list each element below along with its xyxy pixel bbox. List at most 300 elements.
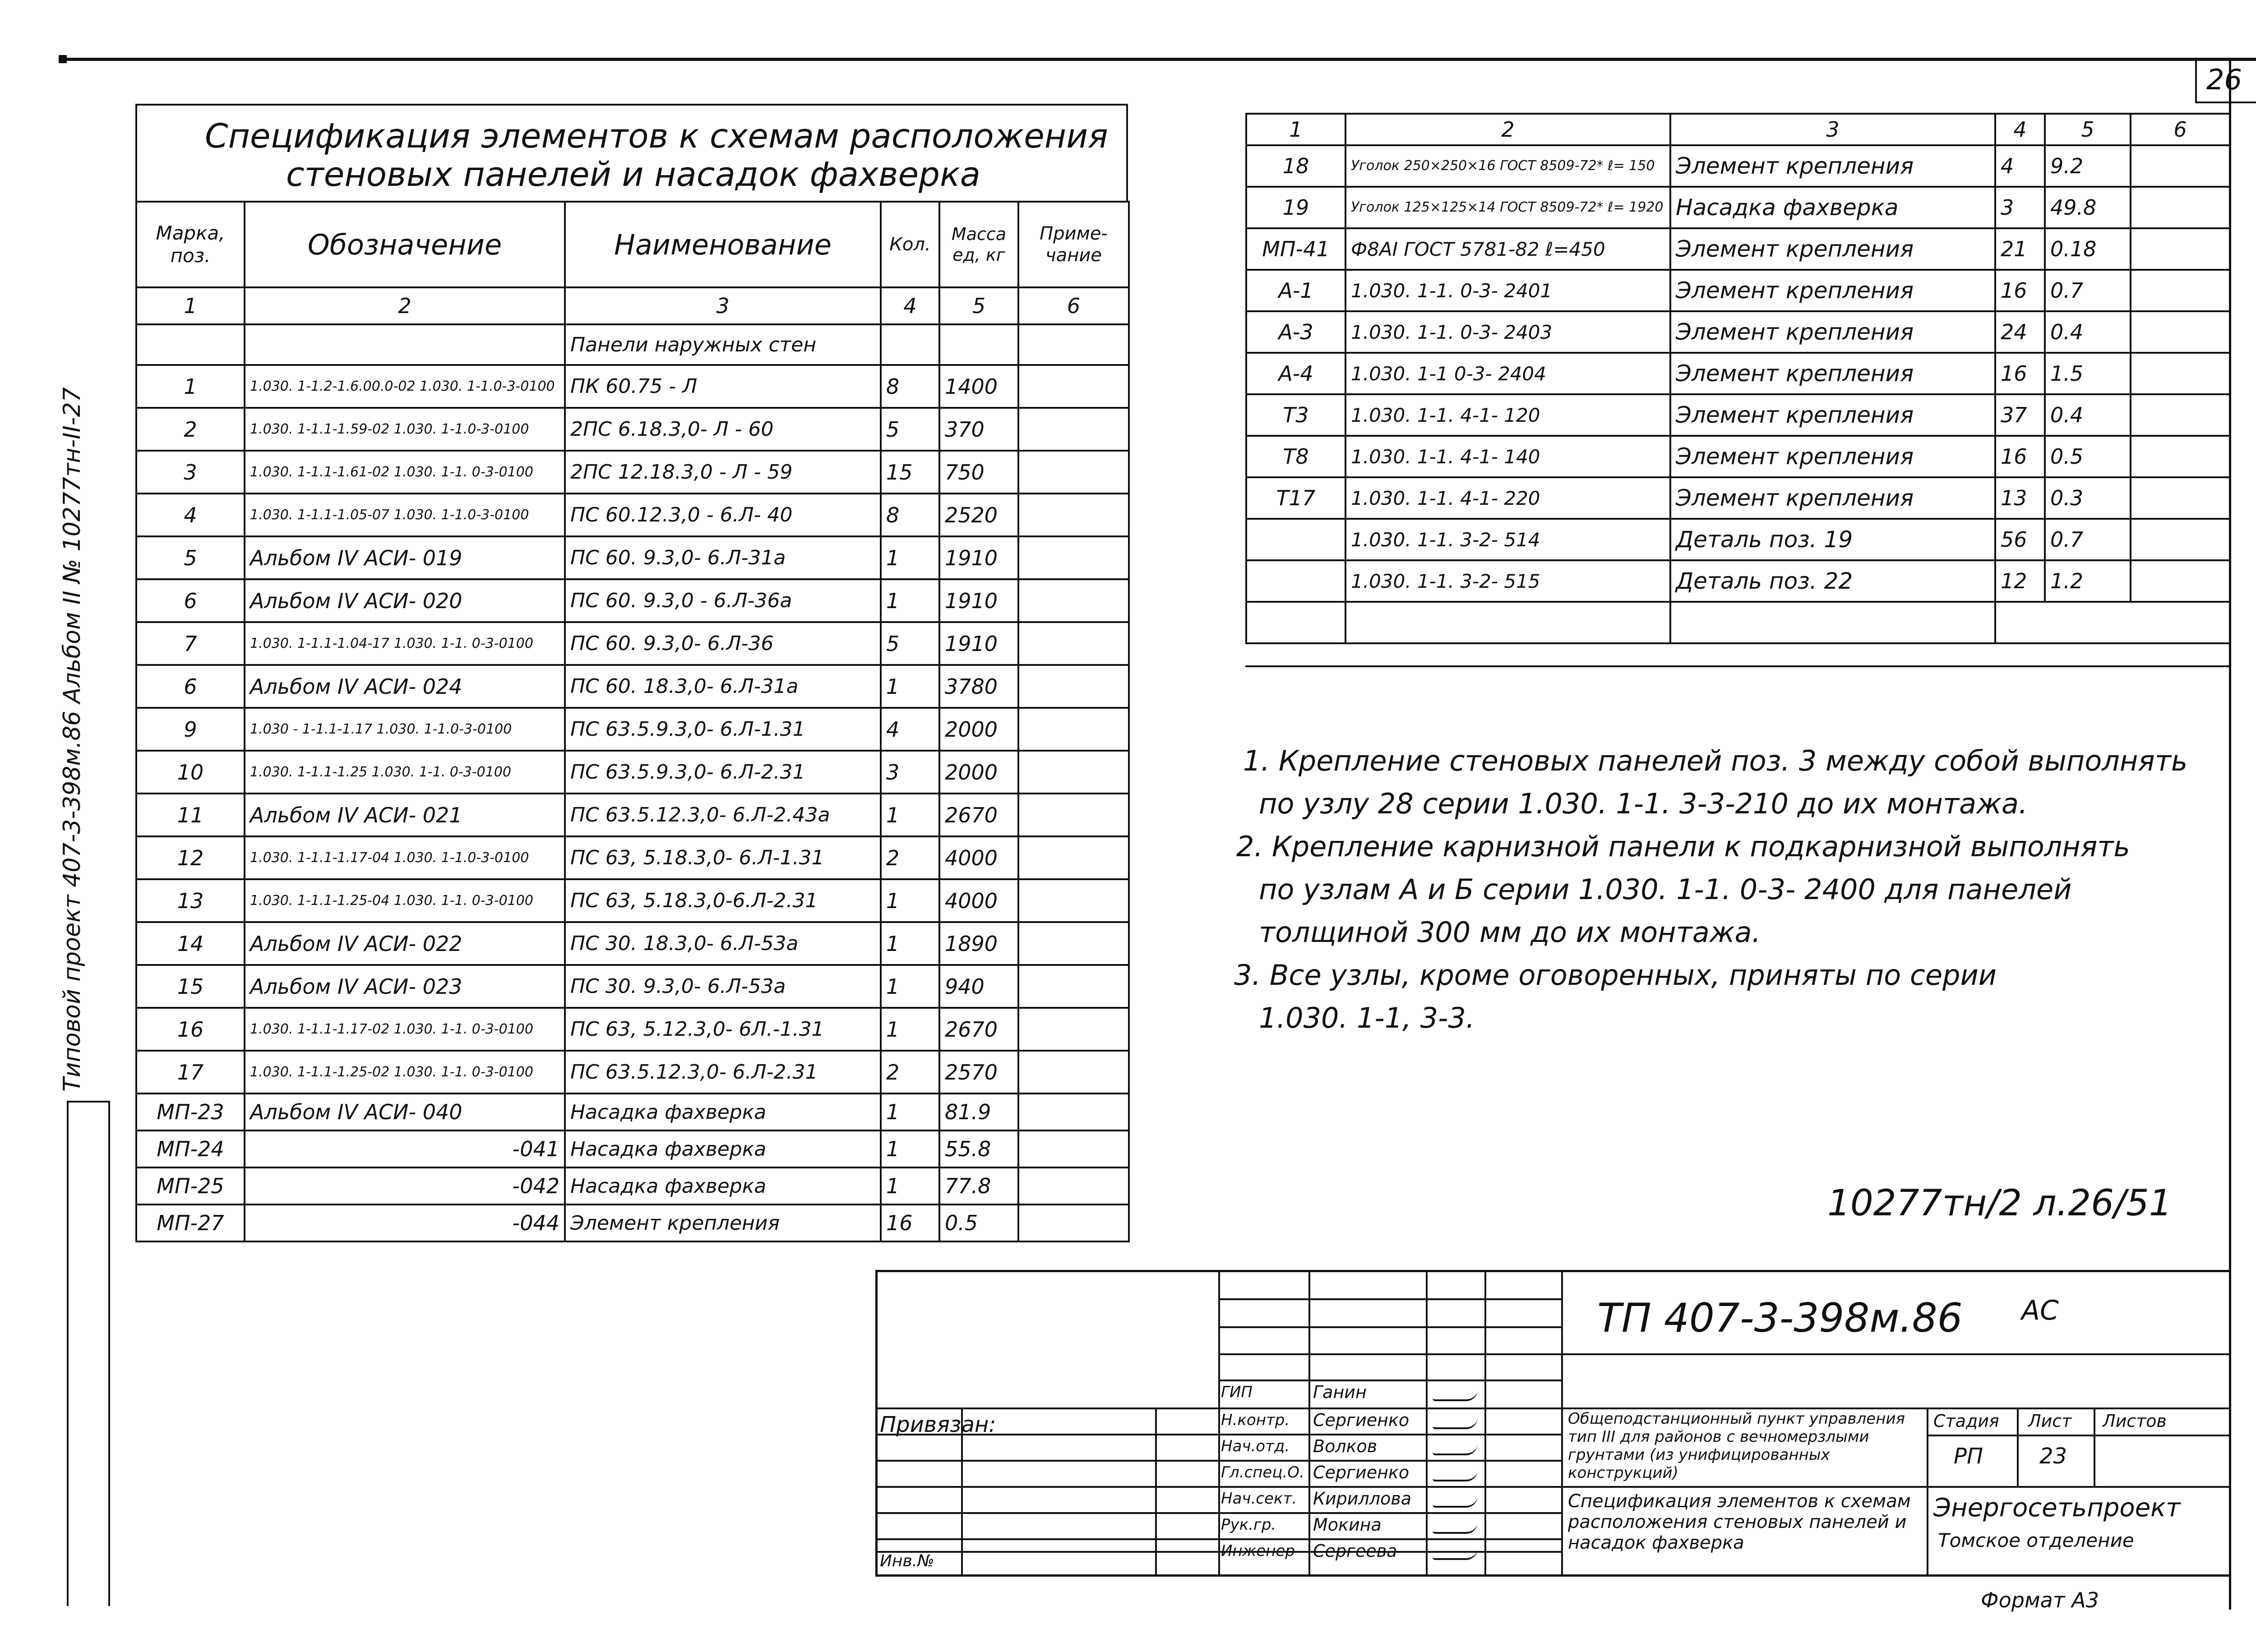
cell-qty: 1	[881, 965, 939, 1008]
cell-designation: 1.030. 1-1 0-3- 2404	[1345, 353, 1670, 394]
staff-name: Волков	[1313, 1436, 1378, 1456]
cell-note	[1018, 494, 1129, 536]
table-row	[136, 708, 1129, 751]
cell-mark: 4	[136, 494, 245, 536]
cell-designation: Альбом IV АСИ- 023	[245, 965, 565, 1008]
left-spec-title-box	[135, 104, 1128, 201]
cell-mass: 0.3	[2045, 477, 2131, 519]
cell-mass: 77.8	[939, 1167, 1018, 1204]
left-spec-title-line2: стеновых панелей и насадок фахверка	[286, 155, 981, 194]
cell-name: Деталь поз. 22	[1670, 560, 1995, 602]
note-line-3: 2. Крепление карнизной панели к подкарнизной выполнять	[1236, 830, 2130, 863]
cell-qty: 15	[881, 451, 939, 494]
cell-note	[1018, 622, 1129, 665]
cell-mark: 6	[136, 665, 245, 708]
col-num-2: 2	[245, 287, 565, 324]
table-row	[136, 408, 1129, 451]
cell-qty: 1	[881, 1131, 939, 1167]
cell-note	[2131, 477, 2230, 519]
staff-name: Сергиенко	[1313, 1463, 1410, 1482]
cell-mark: 5	[136, 536, 245, 579]
note-line-2: по узлу 28 серии 1.030. 1-1. 3-3-210 до их монтажа.	[1259, 787, 2028, 820]
cell-name: Элемент крепления	[1670, 145, 1995, 187]
cell-mass: 3780	[939, 665, 1018, 708]
cell-mass: 2670	[939, 794, 1018, 836]
table-row	[136, 494, 1129, 536]
cell-qty: 2	[881, 1051, 939, 1094]
cell-mass: 4000	[939, 879, 1018, 922]
cell-mass: 0.7	[2045, 270, 2131, 311]
cell-note	[1018, 751, 1129, 794]
cell-qty: 5	[881, 408, 939, 451]
cell-name: 2ПС 12.18.3,0 - Л - 59	[565, 451, 881, 494]
cell-mark: МП-27	[136, 1204, 245, 1241]
cell-qty: 1	[881, 1167, 939, 1204]
note-line-4: по узлам А и Б серии 1.030. 1-1. 0-3- 2400 для панелей	[1259, 873, 2072, 906]
table-row	[136, 836, 1129, 879]
binding-strip-top	[67, 1101, 110, 1103]
cell-mark: 12	[136, 836, 245, 879]
table-row	[1246, 228, 2230, 270]
cell-designation: 1.030. 1-1. 0-3- 2403	[1345, 311, 1670, 353]
cell-qty: 24	[1995, 311, 2045, 353]
cell-mass: 1910	[939, 536, 1018, 579]
cell-mark: 14	[136, 922, 245, 965]
cell-mass: 1.2	[2045, 560, 2131, 602]
r-col-num-5: 5	[2045, 114, 2131, 145]
cell-name: Насадка фахверка	[565, 1131, 881, 1167]
left-spec-title-line1: Спецификация элементов к схемам расположения	[205, 117, 1108, 156]
r-col-num-1: 1	[1246, 114, 1345, 145]
staff-role: Нач.сект.	[1221, 1490, 1297, 1508]
page-number: 26	[2206, 63, 2242, 96]
cell-mass: 0.7	[2045, 519, 2131, 560]
cell-mark: 11	[136, 794, 245, 836]
cell-note	[1018, 579, 1129, 622]
cell-note	[2131, 311, 2230, 353]
cell-mark: Т17	[1246, 477, 1345, 519]
col-num-1: 1	[136, 287, 245, 324]
cell-name: ПС 63.5.9.3,0- 6.Л-2.31	[565, 751, 881, 794]
staff-role: ГИП	[1221, 1383, 1253, 1401]
frame-top-mark	[59, 55, 67, 63]
staff-name: Сергеева	[1313, 1541, 1397, 1561]
table-row	[1246, 394, 2230, 436]
cell-mass: 2000	[939, 708, 1018, 751]
cell-name: ПС 60. 18.3,0- 6.Л-31а	[565, 665, 881, 708]
cell-name: ПС 60.12.3,0 - 6.Л- 40	[565, 494, 881, 536]
sheets-label: Листов	[2103, 1411, 2167, 1431]
signature-mark	[1433, 1389, 1478, 1401]
cell-mark	[1246, 560, 1345, 602]
table-row	[1246, 270, 2230, 311]
right-block-divider	[1245, 665, 2229, 667]
cell-mass: 55.8	[939, 1131, 1018, 1167]
cell-qty: 16	[1995, 436, 2045, 477]
cell-mass: 49.8	[2045, 187, 2131, 228]
cell-note	[1018, 536, 1129, 579]
stage-label: Стадия	[1933, 1411, 1999, 1431]
staff-role: Рук.гр.	[1221, 1516, 1276, 1534]
cell-mark: А-3	[1246, 311, 1345, 353]
cell-mark: 18	[1246, 145, 1345, 187]
table-row	[136, 1131, 1129, 1167]
cell-mark: 10	[136, 751, 245, 794]
cell-mass: 4000	[939, 836, 1018, 879]
cell-designation: Альбом IV АСИ- 019	[245, 536, 565, 579]
cell-qty: 2	[881, 836, 939, 879]
org-dept: Томское отделение	[1938, 1529, 2134, 1551]
left-spec-table	[135, 201, 1130, 1242]
cell-mass: 370	[939, 408, 1018, 451]
cell-designation: Альбом IV АСИ- 040	[245, 1094, 565, 1131]
format-label: Формат А3	[1981, 1588, 2099, 1612]
cell-note	[1018, 708, 1129, 751]
cell-mark: А-4	[1246, 353, 1345, 394]
header-qty: Кол.	[881, 202, 939, 287]
cell-mark: 7	[136, 622, 245, 665]
cell-note	[2131, 187, 2230, 228]
cell-qty: 1	[881, 879, 939, 922]
sheet-label: Лист	[2028, 1411, 2072, 1431]
cell-note	[2131, 145, 2230, 187]
cell-designation: 1.030. 1-1. 3-2- 515	[1345, 560, 1670, 602]
cell-mass: 2520	[939, 494, 1018, 536]
cell-name: ПС 63, 5.12.3,0- 6Л.-1.31	[565, 1008, 881, 1051]
cell-name: 2ПС 6.18.3,0- Л - 60	[565, 408, 881, 451]
cell-mass: 940	[939, 965, 1018, 1008]
cell-qty: 8	[881, 494, 939, 536]
cell-qty: 16	[881, 1204, 939, 1241]
cell-qty: 1	[881, 579, 939, 622]
cell-qty: 13	[1995, 477, 2045, 519]
cell-designation: Уголок 250×250×16 ГОСТ 8509-72* ℓ= 150	[1345, 145, 1670, 187]
cell-mark: 9	[136, 708, 245, 751]
cell-name: ПС 63.5.9.3,0- 6.Л-1.31	[565, 708, 881, 751]
section-title: Панели наружных стен	[565, 324, 881, 365]
col-num-3: 3	[565, 287, 881, 324]
cell-note	[2131, 353, 2230, 394]
note-line-7: 1.030. 1-1, 3-3.	[1259, 1001, 1475, 1034]
cell-name: ПС 60. 9.3,0- 6.Л-36	[565, 622, 881, 665]
cell-name: Элемент крепления	[1670, 436, 1995, 477]
table-row	[136, 665, 1129, 708]
col-num-6: 6	[1018, 287, 1129, 324]
staff-name: Ганин	[1313, 1382, 1367, 1402]
table-row	[136, 579, 1129, 622]
cell-note	[1018, 836, 1129, 879]
cell-qty: 56	[1995, 519, 2045, 560]
cell-name: Деталь поз. 19	[1670, 519, 1995, 560]
signature-mark	[1433, 1444, 1478, 1455]
header-mass: Масса ед, кг	[939, 202, 1018, 287]
table-row	[136, 1094, 1129, 1131]
staff-name: Сергиенко	[1313, 1410, 1410, 1430]
cell-name: ПС 63.5.12.3,0- 6.Л-2.43а	[565, 794, 881, 836]
table-row	[136, 965, 1129, 1008]
cell-designation: Уголок 125×125×14 ГОСТ 8509-72* ℓ= 1920	[1345, 187, 1670, 228]
staff-role: Нач.отд.	[1221, 1437, 1290, 1455]
cell-qty: 1	[881, 1094, 939, 1131]
cell-note	[2131, 560, 2230, 602]
cell-qty: 1	[881, 536, 939, 579]
cell-mass: 0.5	[2045, 436, 2131, 477]
cell-name: ПС 63.5.12.3,0- 6.Л-2.31	[565, 1051, 881, 1094]
cell-mark: Т8	[1246, 436, 1345, 477]
cell-note	[1018, 451, 1129, 494]
cell-name: Элемент крепления	[1670, 311, 1995, 353]
cell-note	[1018, 1204, 1129, 1241]
cell-designation: 1.030. 1-1.1-1.17-02 1.030. 1-1. 0-3-0100	[245, 1008, 565, 1051]
table-row	[136, 794, 1129, 836]
table-row	[136, 1051, 1129, 1094]
cell-note	[1018, 1094, 1129, 1131]
table-row	[1246, 353, 2230, 394]
cell-mass: 0.5	[939, 1204, 1018, 1241]
header-note: Приме-чание	[1018, 202, 1129, 287]
header-name: Наименование	[565, 202, 881, 287]
cell-designation: 1.030. 1-1.1-1.17-04 1.030. 1-1.0-3-0100	[245, 836, 565, 879]
right-spec-table	[1245, 113, 2231, 644]
signature-mark	[1433, 1417, 1478, 1429]
cell-name: ПС 30. 9.3,0- 6.Л-53а	[565, 965, 881, 1008]
cell-designation: -042	[245, 1167, 565, 1204]
signature-mark	[1433, 1522, 1478, 1534]
r-col-num-6: 6	[2131, 114, 2230, 145]
cell-qty: 37	[1995, 394, 2045, 436]
cell-mass: 0.4	[2045, 394, 2131, 436]
col-num-5: 5	[939, 287, 1018, 324]
stage-value: РП	[1954, 1444, 1983, 1469]
header-designation: Обозначение	[245, 202, 565, 287]
cell-designation: -044	[245, 1204, 565, 1241]
table-row	[136, 1204, 1129, 1241]
header-mark: Марка, поз.	[136, 202, 245, 287]
side-text: Типовой проект 407-3-398м.86 Альбом II № 10277тн-II-27	[59, 387, 86, 1092]
cell-designation: 1.030. 1-1.1-1.59-02 1.030. 1-1.0-3-0100	[245, 408, 565, 451]
cell-mark: 2	[136, 408, 245, 451]
project-code: ТП 407-3-398м.86	[1597, 1295, 1963, 1341]
note-line-5: толщиной 300 мм до их монтажа.	[1259, 916, 1761, 949]
cell-designation: 1.030. 1-1.1-1.61-02 1.030. 1-1. 0-3-0100	[245, 451, 565, 494]
table-row	[136, 622, 1129, 665]
object-title: Общеподстанционный пункт управления тип III для районов с вечномерзлыми грунтами (из унифицированных конструкций)	[1568, 1410, 1905, 1482]
cell-note	[1018, 794, 1129, 836]
table-row	[1246, 187, 2230, 228]
page-number-box-left	[2195, 58, 2197, 103]
staff-role: Инженер	[1221, 1542, 1295, 1560]
inv-no-label: Инв.№	[880, 1552, 934, 1570]
cell-name: Насадка фахверка	[1670, 187, 1995, 228]
cell-mass: 1910	[939, 622, 1018, 665]
cell-name: ПС 63, 5.18.3,0-6.Л-2.31	[565, 879, 881, 922]
cell-name: Насадка фахверка	[565, 1094, 881, 1131]
cell-mark: МП-23	[136, 1094, 245, 1131]
table-row	[1246, 145, 2230, 187]
table-row	[1246, 477, 2230, 519]
cell-designation: 1.030. 1-1.2-1.6.00.0-02 1.030. 1-1.0-3-0100	[245, 365, 565, 408]
cell-note	[2131, 270, 2230, 311]
note-line-6: 3. Все узлы, кроме оговоренных, приняты по серии	[1234, 959, 1997, 992]
frame-top-line	[59, 58, 2256, 61]
cell-designation: 1.030. 1-1. 4-1- 220	[1345, 477, 1670, 519]
note-line-1: 1. Крепление стеновых панелей поз. 3 между собой выполнять	[1243, 744, 2188, 777]
sheet-value: 23	[2039, 1444, 2067, 1469]
page-number-box-bottom	[2195, 102, 2256, 103]
cell-mark: 13	[136, 879, 245, 922]
signature-mark	[1433, 1470, 1478, 1481]
cell-designation: 1.030 - 1-1.1-1.17 1.030. 1-1.0-3-0100	[245, 708, 565, 751]
cell-mark: 6	[136, 579, 245, 622]
cell-name: ПС 30. 18.3,0- 6.Л-53а	[565, 922, 881, 965]
cell-mark: А-1	[1246, 270, 1345, 311]
cell-mark: Т3	[1246, 394, 1345, 436]
cell-note	[2131, 394, 2230, 436]
cell-mark: МП-25	[136, 1167, 245, 1204]
table-row	[1246, 311, 2230, 353]
cell-mass: 0.18	[2045, 228, 2131, 270]
cell-note	[1018, 365, 1129, 408]
cell-mark: 3	[136, 451, 245, 494]
cell-qty: 21	[1995, 228, 2045, 270]
cell-designation: 1.030. 1-1. 0-3- 2401	[1345, 270, 1670, 311]
cell-qty: 1	[881, 665, 939, 708]
col-num-4: 4	[881, 287, 939, 324]
cell-designation: 1.030. 1-1. 4-1- 140	[1345, 436, 1670, 477]
table-row	[136, 751, 1129, 794]
cell-mass: 1400	[939, 365, 1018, 408]
cell-qty: 4	[1995, 145, 2045, 187]
table-row	[1246, 436, 2230, 477]
cell-mass: 1910	[939, 579, 1018, 622]
cell-name: ПС 60. 9.3,0 - 6.Л-36а	[565, 579, 881, 622]
cell-designation: 1.030. 1-1.1-1.05-07 1.030. 1-1.0-3-0100	[245, 494, 565, 536]
drawing-title: Спецификация элементов к схемам расположения стеновых панелей и насадок фахверка	[1568, 1491, 1911, 1553]
binding-strip-line-inner	[67, 1101, 69, 1606]
cell-qty: 1	[881, 922, 939, 965]
cell-mass: 2000	[939, 751, 1018, 794]
cell-name: Элемент крепления	[1670, 228, 1995, 270]
cell-designation: Альбом IV АСИ- 020	[245, 579, 565, 622]
r-col-num-2: 2	[1345, 114, 1670, 145]
cell-mark: 15	[136, 965, 245, 1008]
table-row	[1246, 519, 2230, 560]
cell-designation: 1.030. 1-1.1-1.25-02 1.030. 1-1. 0-3-0100	[245, 1051, 565, 1094]
staff-name: Кириллова	[1313, 1489, 1411, 1509]
cell-note	[1018, 965, 1129, 1008]
cell-note	[1018, 922, 1129, 965]
cell-qty: 3	[881, 751, 939, 794]
cell-name: Элемент крепления	[1670, 353, 1995, 394]
cell-mark	[1246, 519, 1345, 560]
cell-designation: Альбом IV АСИ- 022	[245, 922, 565, 965]
cell-note	[2131, 519, 2230, 560]
cell-mark: МП-24	[136, 1131, 245, 1167]
cell-designation: 1.030. 1-1. 3-2- 514	[1345, 519, 1670, 560]
cell-mass: 0.4	[2045, 311, 2131, 353]
cell-designation: Альбом IV АСИ- 024	[245, 665, 565, 708]
cell-mass: 81.9	[939, 1094, 1018, 1131]
cell-qty: 12	[1995, 560, 2045, 602]
cell-mark: 17	[136, 1051, 245, 1094]
cell-mark: МП-41	[1246, 228, 1345, 270]
org-name: Энергосетьпроект	[1933, 1493, 2181, 1523]
cell-mass: 2670	[939, 1008, 1018, 1051]
cell-designation: Альбом IV АСИ- 021	[245, 794, 565, 836]
cell-qty: 16	[1995, 353, 2045, 394]
staff-role: Гл.спец.О.	[1221, 1463, 1304, 1481]
cell-mass: 1890	[939, 922, 1018, 965]
cell-designation: 1.030. 1-1.1-1.25-04 1.030. 1-1. 0-3-0100	[245, 879, 565, 922]
cell-designation: -041	[245, 1131, 565, 1167]
cell-note	[1018, 1008, 1129, 1051]
signature-mark	[1433, 1496, 1478, 1508]
cell-note	[1018, 1051, 1129, 1094]
cell-name: ПС 60. 9.3,0- 6.Л-31а	[565, 536, 881, 579]
cell-mark: 1	[136, 365, 245, 408]
cell-note	[1018, 665, 1129, 708]
cell-note	[1018, 1131, 1129, 1167]
cell-name: Элемент крепления	[1670, 477, 1995, 519]
cell-note	[1018, 408, 1129, 451]
staff-name: Мокина	[1313, 1515, 1382, 1535]
cell-name: Насадка фахверка	[565, 1167, 881, 1204]
cell-designation: 1.030. 1-1.1-1.25 1.030. 1-1. 0-3-0100	[245, 751, 565, 794]
cell-qty: 8	[881, 365, 939, 408]
cell-designation: 1.030. 1-1. 4-1- 120	[1345, 394, 1670, 436]
r-col-num-3: 3	[1670, 114, 1995, 145]
cell-qty: 16	[1995, 270, 2045, 311]
cell-designation: Ф8АI ГОСТ 5781-82 ℓ=450	[1345, 228, 1670, 270]
cell-mass: 1.5	[2045, 353, 2131, 394]
cell-mass: 2570	[939, 1051, 1018, 1094]
table-row	[136, 451, 1129, 494]
cell-note	[2131, 228, 2230, 270]
cell-name: ПК 60.75 - Л	[565, 365, 881, 408]
privyazan-label: Привязан:	[880, 1412, 996, 1437]
table-row	[136, 536, 1129, 579]
archive-number: 10277тн/2 л.26/51	[1827, 1182, 2172, 1224]
cell-note	[2131, 436, 2230, 477]
cell-note	[1018, 879, 1129, 922]
cell-mark: 16	[136, 1008, 245, 1051]
cell-name: Элемент крепления	[1670, 394, 1995, 436]
cell-name: ПС 63, 5.18.3,0- 6.Л-1.31	[565, 836, 881, 879]
binding-strip-line	[108, 1101, 110, 1606]
cell-qty: 5	[881, 622, 939, 665]
table-row	[136, 1167, 1129, 1204]
cell-qty: 3	[1995, 187, 2045, 228]
table-row	[136, 1008, 1129, 1051]
cell-mass: 9.2	[2045, 145, 2131, 187]
section-code: АС	[2021, 1295, 2059, 1326]
table-row	[136, 922, 1129, 965]
cell-designation: 1.030. 1-1.1-1.04-17 1.030. 1-1. 0-3-0100	[245, 622, 565, 665]
cell-qty: 1	[881, 794, 939, 836]
table-row	[136, 365, 1129, 408]
cell-name: Элемент крепления	[1670, 270, 1995, 311]
staff-role: Н.контр.	[1221, 1411, 1290, 1429]
cell-name: Элемент крепления	[565, 1204, 881, 1241]
cell-qty: 1	[881, 1008, 939, 1051]
table-row	[1246, 560, 2230, 602]
r-col-num-4: 4	[1995, 114, 2045, 145]
cell-note	[1018, 1167, 1129, 1204]
cell-mass: 750	[939, 451, 1018, 494]
cell-mark: 19	[1246, 187, 1345, 228]
cell-qty: 4	[881, 708, 939, 751]
signature-mark	[1433, 1548, 1478, 1560]
